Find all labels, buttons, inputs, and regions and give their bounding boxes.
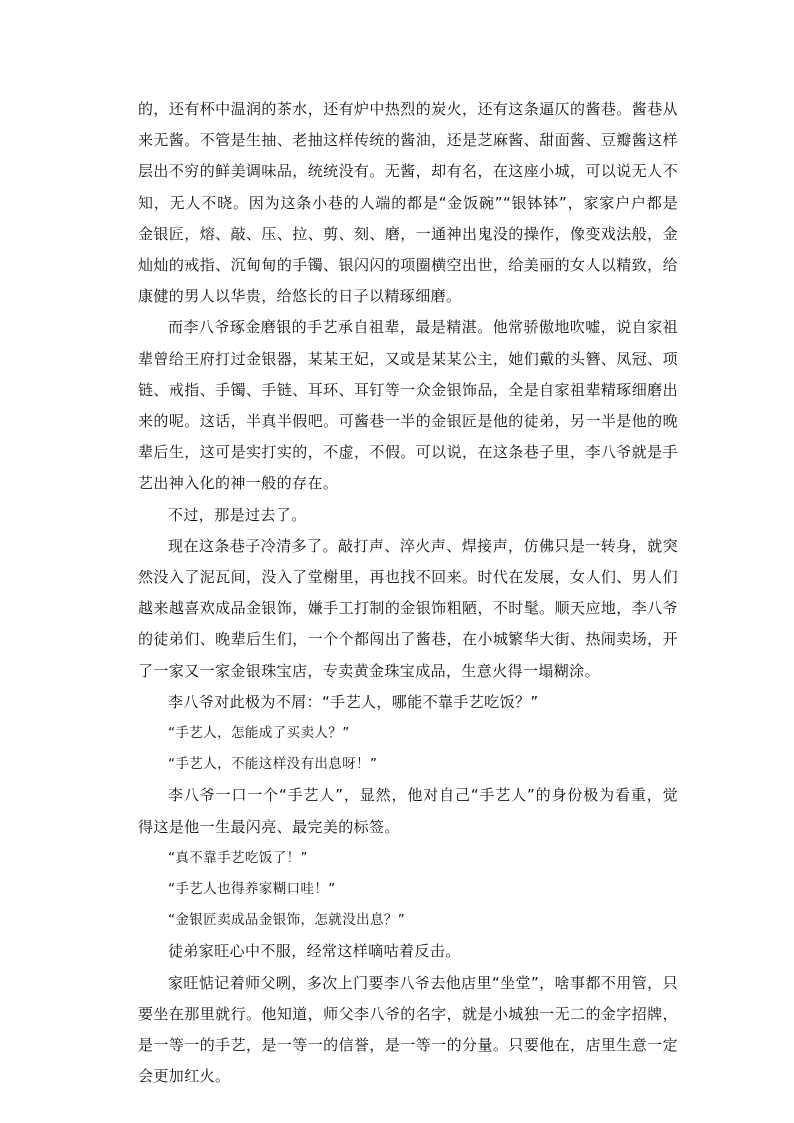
paragraph-2: 而李八爷琢金磨银的手艺承自祖辈，最是精湛。他常骄傲地吹嘘，说自家祖辈曾给王府打过金银器，某某王妃，又或是某某公主，她们戴的头簪、凤冠、项链、戒指、手镯、手链、耳环、耳钉等一众金银饰品，全是自家祖辈精琢细磨出来的呢。这话，半真半假吧。可酱巷一半的金银匠是他的徒弟，另一半是他的晚辈后生，这可是实打实的，不虚，不假。可以说，在这条巷子里，李八爷就是手艺出神入化的神一般的存在。 bbox=[138, 318, 678, 493]
quote-line-4: “手艺人也得养家糊口哇！” bbox=[168, 881, 336, 898]
paragraph-6: 李八爷一口一个“手艺人”，显然，他对自己“手艺人”的身份极为看重，觉得这是他一生最闪亮、最完美的标签。 bbox=[138, 786, 678, 836]
paragraph-7: 徒弟家旺心中不服，经常这样嘀咕着反击。 bbox=[168, 942, 461, 961]
paragraph-1: 的，还有杯中温润的茶水，还有炉中热烈的炭火，还有这条逼仄的酱巷。酱巷从来无酱。不管是生抽、老抽这样传统的酱油，还是芝麻酱、甜面酱、豆瓣酱这样层出不穷的鲜美调味品，统统没有。无酱，却有名，在这座小城，可以说无人不知，无人不晓。因为这条小巷的人端的都是“金饭碗”“银钵钵”，家家户户都是金银匠，熔、敲、压、拉、剪、刻、磨，一通神出鬼没的操作，像变戏法般，金灿灿的戒指、沉甸甸的手镯、银闪闪的项圈横空出世，给美丽的女人以精致，给康健的男人以华贵，给悠长的日子以精琢细磨。 bbox=[138, 100, 678, 306]
paragraph-3: 不过，那是过去了。 bbox=[168, 505, 307, 524]
quote-line-2: “手艺人，不能这样没有出息呀！” bbox=[168, 756, 378, 773]
paragraph-4: 现在这条巷子冷清多了。敲打声、淬火声、焊接声，仿佛只是一转身，就突然没入了泥瓦间，没入了堂榭里，再也找不回来。时代在发展，女人们、男人们越来越喜欢成品金银饰，嫌手工打制的金银饰粗陋，不时髦。顺天应地，李八爷的徒弟们、晚辈后生们，一个个都闯出了酱巷，在小城繁华大街、热闹卖场，开了一家又一家金银珠宝店，专卖黄金珠宝成品，生意火得一塌糊涂。 bbox=[138, 536, 678, 680]
paragraph-5: 李八爷对此极为不屑：“手艺人，哪能不靠手艺吃饭？” bbox=[168, 692, 539, 711]
quote-line-1: “手艺人，怎能成了买卖人？” bbox=[168, 725, 350, 742]
quote-line-3: “真不靠手艺吃饭了！” bbox=[168, 849, 308, 866]
paragraph-8: 家旺惦记着师父咧，多次上门要李八爷去他店里“坐堂”，啥事都不用管，只要坐在那里就行。他知道，师父李八爷的名字，就是小城独一无二的金字招牌，是一等一的手艺，是一等一的信誉，是一等一的分量。只要他在，店里生意一定会更加红火。 bbox=[138, 973, 678, 1086]
body-text bbox=[138, 94, 678, 1093]
quote-line-5: “金银匠卖成品金银饰，怎就没出息？” bbox=[168, 912, 406, 929]
